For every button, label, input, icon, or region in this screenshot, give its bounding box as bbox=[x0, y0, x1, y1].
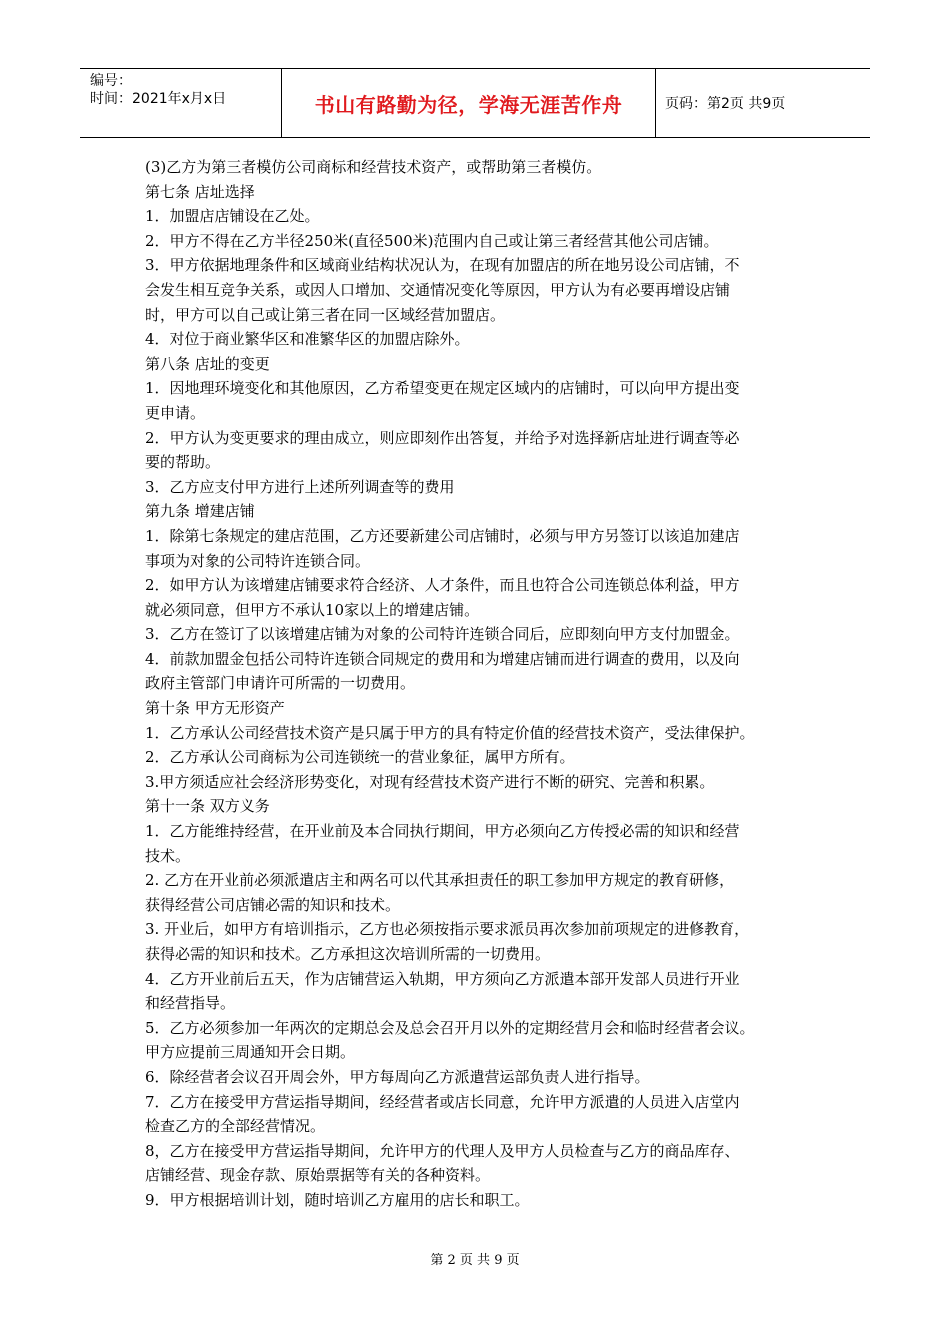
body-line: 政府主管部门申请许可所需的一切费用。 bbox=[145, 674, 416, 693]
body-line: 店铺经营、现金存款、原始票据等有关的各种资料。 bbox=[145, 1166, 491, 1185]
body-line: 9．甲方根据培训计划，随时培训乙方雇用的店长和职工。 bbox=[145, 1190, 530, 1209]
header-motto-cell bbox=[282, 69, 656, 137]
document-body bbox=[145, 155, 820, 1213]
body-line: 第十一条 双方义务 bbox=[145, 797, 270, 816]
document-date: 时间：2021年x月x日 bbox=[90, 91, 227, 107]
body-line: 2．甲方认为变更要求的理由成立，则应即刻作出答复，并给予对选择新店址进行调查等必 bbox=[145, 428, 740, 447]
body-line: 7．乙方在接受甲方营运指导期间，经经营者或店长同意，允许甲方派遣的人员进入店堂内 bbox=[145, 1092, 740, 1111]
body-line: 获得必需的知识和技术。乙方承担这次培训所需的一切费用。 bbox=[145, 945, 551, 963]
body-line: 6．除经营者会议召开周会外，甲方每周向乙方派遣营运部负责人进行指导。 bbox=[145, 1067, 650, 1086]
body-line: 1．除第七条规定的建店范围，乙方还要新建公司店铺时，必须与甲方另签订以该追加建店 bbox=[145, 526, 740, 545]
body-line: 5．乙方必须参加一年两次的定期总会及总会召开月以外的定期经营月会和临时经营者会议。 bbox=[145, 1018, 755, 1037]
body-line: 第八条 店址的变更 bbox=[145, 354, 270, 373]
body-line: 会发生相互竞争关系，或因人口增加、交通情况变化等原因，甲方认为有必要再增设店铺 bbox=[145, 280, 731, 299]
body-line: 4．对位于商业繁华区和准繁华区的加盟店除外。 bbox=[145, 330, 470, 349]
body-line: 1．乙方能维持经营，在开业前及本合同执行期间，甲方必须向乙方传授必需的知识和经营 bbox=[145, 822, 740, 841]
header-motto: 书山有路勤为径，学海无涯苦作舟 bbox=[314, 92, 623, 117]
body-line: 甲方应提前三周通知开会日期。 bbox=[145, 1043, 356, 1062]
body-line: 4．前款加盟金包括公司特许连锁合同规定的费用和为增建店铺而进行调查的费用，以及向 bbox=[145, 649, 740, 668]
page-footer: 第 2 页 共 9 页 bbox=[430, 1253, 520, 1268]
header-page-info: 页码：第2页 共9页 bbox=[665, 96, 786, 112]
body-line: 第九条 增建店铺 bbox=[145, 502, 255, 521]
body-line: 2．甲方不得在乙方半径250米(直径500米)范围内自己或让第三者经营其他公司店铺。 bbox=[145, 231, 719, 250]
header-page-cell bbox=[656, 69, 870, 137]
document-number-label: 编号： bbox=[90, 73, 132, 89]
body-line: (3)乙方为第三者模仿公司商标和经营技术资产，或帮助第三者模仿。 bbox=[145, 158, 602, 176]
page-header bbox=[80, 68, 870, 138]
body-line: 2. 乙方在开业前必须派遣店主和两名可以代其承担责任的职工参加甲方规定的教育研修， bbox=[145, 871, 735, 890]
body-line: 事项为对象的公司特许连锁合同。 bbox=[145, 551, 371, 570]
body-line: 检查乙方的全部经营情况。 bbox=[145, 1117, 326, 1136]
body-line: 和经营指导。 bbox=[145, 994, 236, 1013]
body-line: 1．乙方承认公司经营技术资产是只属于甲方的具有特定价值的经营技术资产，受法律保护。 bbox=[145, 723, 755, 742]
body-line: 2．乙方承认公司商标为公司连锁统一的营业象征，属甲方所有。 bbox=[145, 748, 575, 767]
body-line: 就必须同意，但甲方不承认10家以上的增建店铺。 bbox=[145, 600, 480, 619]
body-line: 时，甲方可以自己或让第三者在同一区域经营加盟店。 bbox=[145, 305, 506, 324]
body-line: 第十条 甲方无形资产 bbox=[145, 699, 285, 718]
body-line: 更申请。 bbox=[145, 403, 206, 422]
body-line: 3.甲方须适应社会经济形势变化，对现有经营技术资产进行不断的研究、完善和积累。 bbox=[145, 772, 715, 791]
body-line: 1．加盟店店铺设在乙处。 bbox=[145, 207, 320, 226]
body-line: 3. 开业后，如甲方有培训指示，乙方也必须按指示要求派员再次参加前项规定的进修教育， bbox=[145, 920, 750, 939]
body-line: 技术。 bbox=[145, 846, 191, 865]
body-line: 3．乙方应支付甲方进行上述所列调查等的费用 bbox=[145, 477, 455, 496]
body-line: 1．因地理环境变化和其他原因，乙方希望变更在规定区域内的店铺时，可以向甲方提出变 bbox=[145, 379, 740, 398]
body-line: 第七条 店址选择 bbox=[145, 182, 255, 201]
body-line: 3．乙方在签订了以该增建店铺为对象的公司特许连锁合同后，应即刻向甲方支付加盟金。 bbox=[145, 625, 740, 644]
body-line: 2．如甲方认为该增建店铺要求符合经济、人才条件，而且也符合公司连锁总体利益，甲方 bbox=[145, 576, 740, 595]
body-line: 获得经营公司店铺必需的知识和技术。 bbox=[145, 895, 401, 914]
body-line: 要的帮助。 bbox=[145, 453, 221, 472]
body-line: 3．甲方依据地理条件和区域商业结构状况认为，在现有加盟店的所在地另设公司店铺，不 bbox=[145, 256, 740, 275]
body-line: 8，乙方在接受甲方营运指导期间，允许甲方的代理人及甲方人员检查与乙方的商品库存、 bbox=[145, 1141, 740, 1160]
body-line: 4．乙方开业前后五天，作为店铺营运入轨期，甲方须向乙方派遣本部开发部人员进行开业 bbox=[145, 969, 740, 988]
header-meta bbox=[80, 69, 282, 137]
